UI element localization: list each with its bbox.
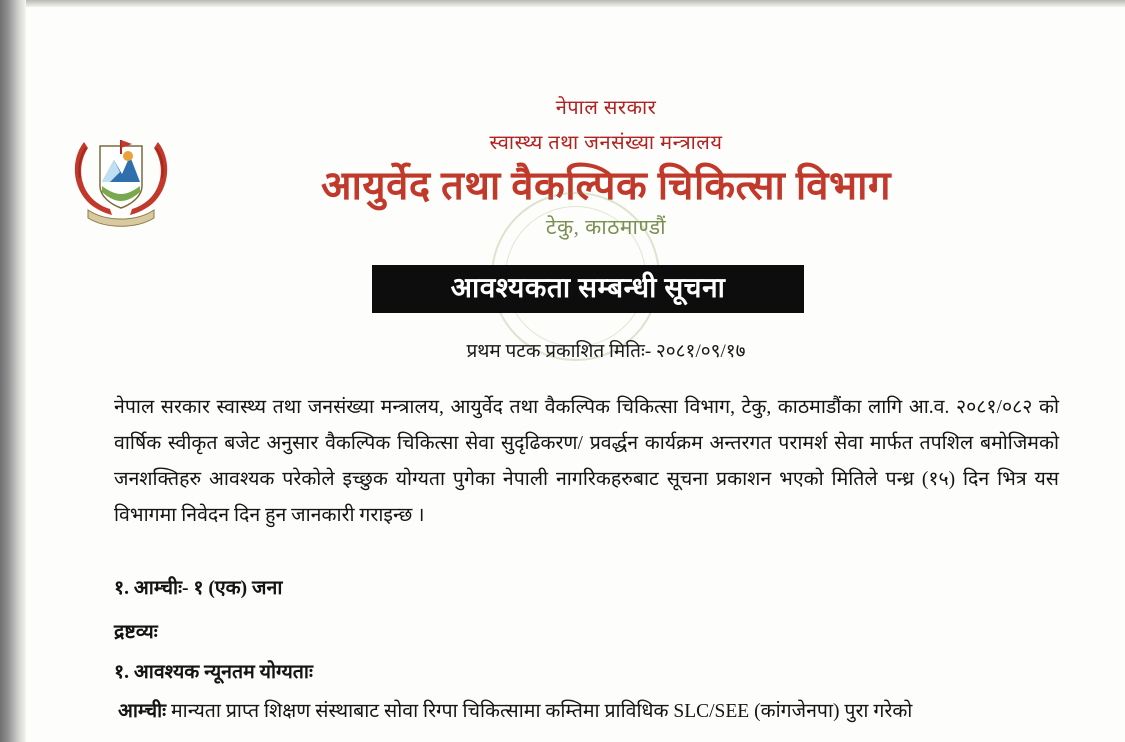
section-qualification-lead: आम्चीः bbox=[118, 701, 167, 723]
notice-sections bbox=[114, 572, 1074, 729]
notice-title-banner bbox=[372, 265, 804, 313]
document-header bbox=[176, 93, 1036, 241]
section-heading-1: १. आम्चीः- १ (एक) जना bbox=[114, 578, 283, 599]
notice-body-paragraph: नेपाल सरकार स्वास्थ्य तथा जनसंख्या मन्त्रालय, आयुर्वेद तथा वैकल्पिक चिकित्सा विभाग, टेकु, काठमाडौंका लागि आ.व. २०८१/०८२ को वार्षिक स्वीकृत बजेट अनुसार वैकल्पिक चिकित्सा सेवा सुदृढिकरण/ प्रवर्द्धन कार्यक्रम अन्तरगत परामर्श सेवा मार्फत तपशिल बमोजिमको जनशक्तिहरु आवश्यक परेकोले इच्छुक योग्यता पुगेका नेपाली नागरिकहरुबाट सूचना प्रकाशन भएको मितिले पन्ध्र (१५) दिन भित्र यस विभागमा निवेदन दिन हुन जानकारी गराइन्छ । bbox=[114, 397, 1059, 527]
scan-top-shadow-edge bbox=[26, 0, 1125, 7]
nepal-government-emblem-icon bbox=[66, 112, 176, 232]
header-department-title: आयुर्वेद तथा वैकल्पिक चिकित्सा विभाग bbox=[321, 163, 891, 208]
header-place-line: टेकु, काठमाण्डौं bbox=[545, 215, 667, 239]
header-ministry-line: स्वास्थ्य तथा जनसंख्या मन्त्रालय bbox=[489, 132, 723, 154]
header-government-line: नेपाल सरकार bbox=[555, 97, 657, 119]
section-qualification-text bbox=[118, 696, 1074, 728]
section-qualification-body: मान्यता प्राप्त शिक्षण संस्थाबाट सोवा रिग्पा चिकित्सामा कम्तिमा प्राविधिक SLC/SEE (कांगजेनपा) पुरा गरेको bbox=[166, 701, 913, 723]
document-content-area bbox=[26, 7, 1125, 742]
section-qualification-heading: १. आवश्यक न्यूनतम योग्यताः bbox=[114, 662, 313, 684]
publication-date-line: प्रथम पटक प्रकाशित मितिः- २०८१/०९/१७ bbox=[466, 341, 746, 362]
notice-title-text: आवश्यकता सम्बन्धी सूचना bbox=[450, 273, 726, 304]
scan-left-shadow-edge bbox=[0, 0, 26, 742]
section-note-label: द्रष्टव्यः bbox=[114, 622, 158, 644]
